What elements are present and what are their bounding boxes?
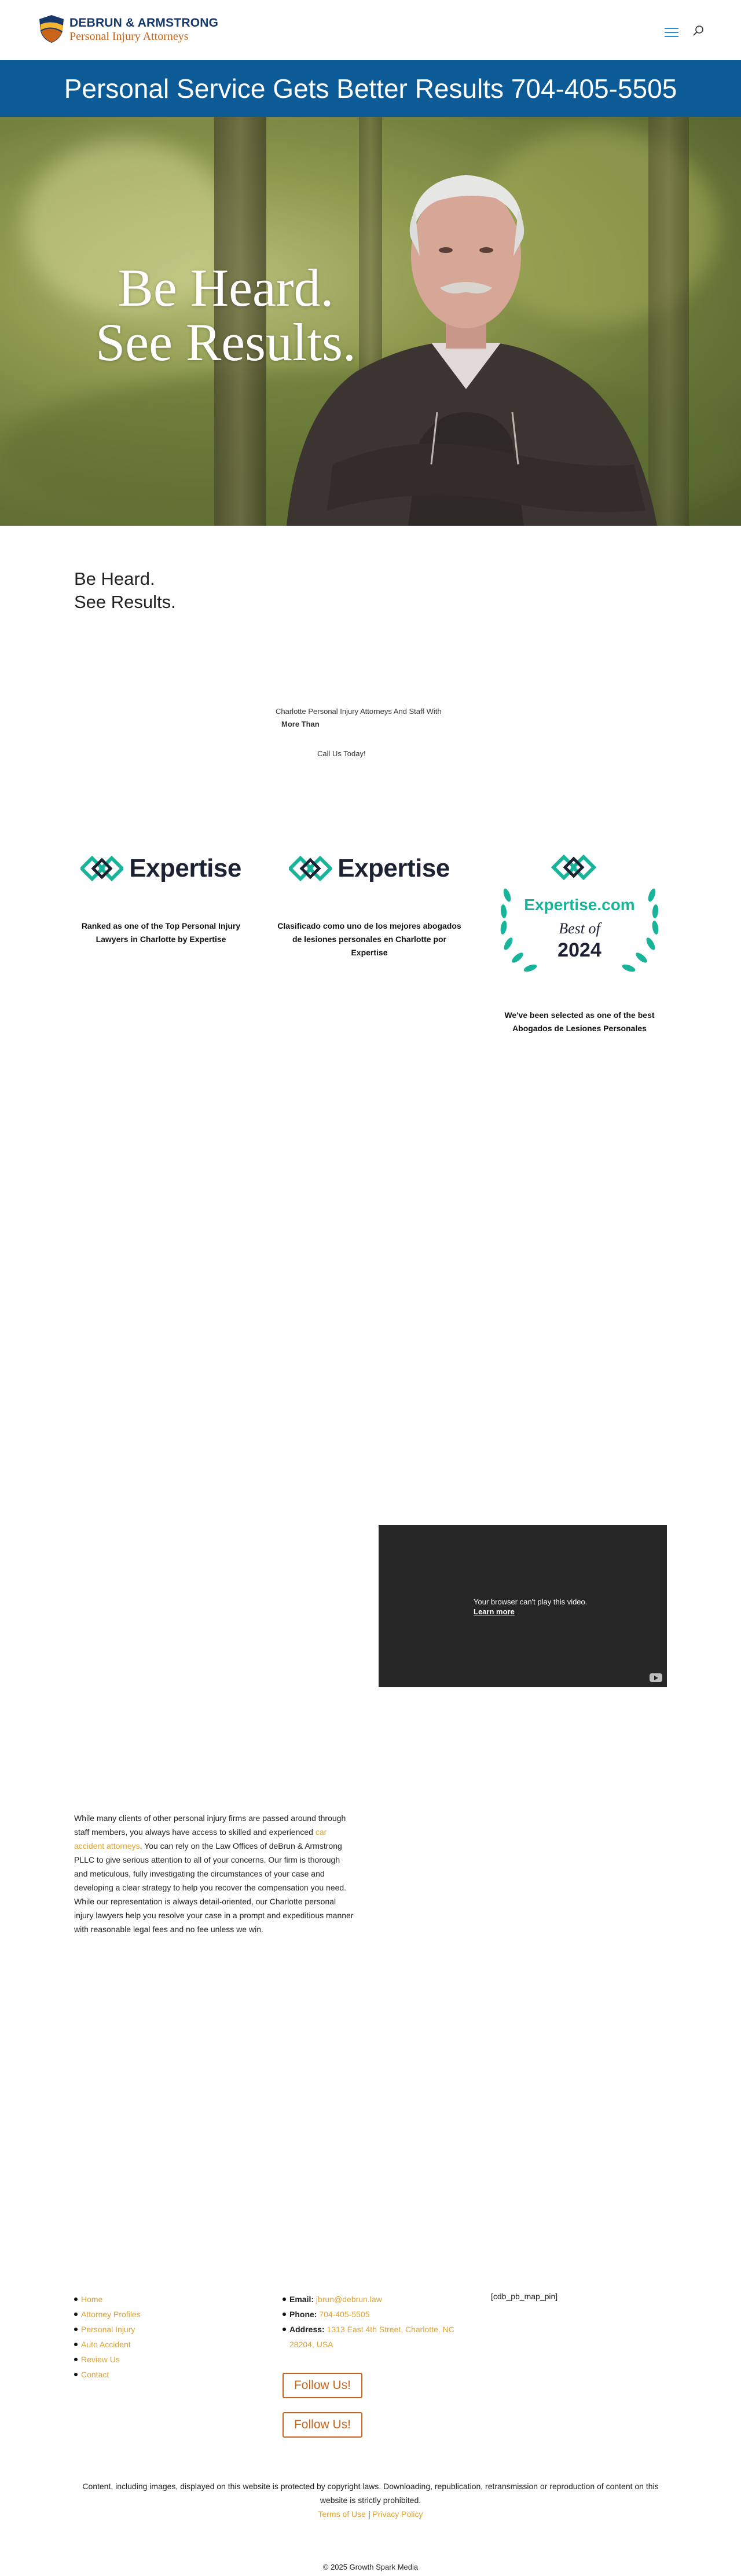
expertise-diamond-icon [80, 855, 123, 882]
intro-heading-line1: Be Heard. [74, 569, 155, 589]
firm-description-part1: While many clients of other personal injury firms are passed around through staff members, you always have access to skilled and experienced [74, 1813, 346, 1837]
badge-caption: Ranked as one of the Top Personal Injury Lawyers in Charlotte by Expertise [81, 921, 241, 944]
phone-banner [0, 60, 741, 117]
car-accident-attorneys-link[interactable]: car accident attorneys [74, 1827, 327, 1851]
expertise-badge-spanish[interactable] [277, 851, 462, 959]
phone-label: Phone: [289, 2310, 317, 2319]
intro-heading-line2: See Results. [74, 592, 176, 612]
expertise-diamond-icon [289, 855, 332, 882]
map-shortcode: [cdb_pb_map_pin] [491, 2292, 558, 2301]
footer-link-contact[interactable]: Contact [81, 2367, 141, 2382]
copyright: © 2025 Growth Spark Media [322, 2563, 419, 2571]
expertise-logo [277, 851, 462, 886]
expertise-logo [68, 851, 254, 886]
youtube-icon[interactable] [650, 1673, 662, 1682]
award-best-of: Best of [559, 920, 600, 937]
call-us-text: Call Us Today! [317, 749, 366, 758]
intro-sub-text: Charlotte Personal Injury Attorneys And Staff With [276, 707, 442, 716]
footer-link-auto-accident[interactable]: Auto Accident [81, 2337, 141, 2352]
site-logo[interactable] [37, 13, 217, 45]
follow-us-button-secondary[interactable]: Follow Us! [283, 2412, 362, 2438]
footer-email [289, 2292, 469, 2307]
award-caption: We've been selected as one of the best Abogados de Lesiones Personales [504, 1010, 655, 1033]
expertise-wordmark: Expertise [338, 854, 450, 882]
legal-links [69, 2507, 672, 2521]
legal-notice [69, 2479, 672, 2521]
banner-text: Personal Service Gets Better Results 704-405-5505 [64, 74, 677, 104]
email-label: Email: [289, 2295, 314, 2304]
logo-firm-name: DEBRUN & ARMSTRONG [69, 16, 219, 30]
hamburger-menu-icon[interactable] [665, 28, 678, 38]
award-site-name: Expertise.com [524, 896, 635, 914]
intro-heading [74, 567, 176, 614]
footer-link-attorney-profiles[interactable]: Attorney Profiles [81, 2307, 141, 2322]
phone-link[interactable]: 704-405-5505 [319, 2310, 370, 2319]
legal-text: Content, including images, displayed on this website is protected by copyright laws. Downloading, republication, retransmission or reproduction of content on this website is strictly prohibited. [82, 2482, 659, 2505]
hero-section [0, 117, 741, 526]
footer-link-personal-injury[interactable]: Personal Injury [81, 2322, 141, 2337]
site-header [0, 0, 741, 60]
email-link[interactable]: jbrun@debrun.law [316, 2295, 382, 2304]
hero-title-line2: See Results. [96, 313, 356, 372]
footer-link-home[interactable]: Home [81, 2292, 141, 2307]
footer-link-review-us[interactable]: Review Us [81, 2352, 141, 2367]
best-of-award-badge[interactable] [496, 855, 663, 988]
legal-separator: | [368, 2509, 370, 2519]
video-player[interactable] [379, 1525, 667, 1687]
follow-us-button[interactable]: Follow Us! [283, 2373, 362, 2398]
terms-of-use-link[interactable]: Terms of Use [318, 2509, 366, 2519]
footer-address [289, 2322, 469, 2352]
logo-tagline: Personal Injury Attorneys [69, 30, 189, 43]
hero-title-line1: Be Heard. [118, 258, 334, 317]
intro-subtext [276, 705, 467, 731]
search-icon[interactable] [692, 24, 705, 37]
hero-title [81, 258, 370, 372]
footer-phone [289, 2307, 469, 2322]
video-learn-more-link[interactable]: Learn more [474, 1607, 515, 1616]
award-diamond-icon [553, 857, 594, 878]
video-error-text: Your browser can't play this video. [474, 1597, 588, 1606]
expertise-wordmark: Expertise [129, 854, 241, 882]
intro-sub-bold: More Than [281, 720, 320, 728]
address-label: Address: [289, 2325, 325, 2334]
expertise-badge-english[interactable] [68, 851, 254, 946]
privacy-policy-link[interactable]: Privacy Policy [372, 2509, 423, 2519]
firm-description-part2: . You can rely on the Law Offices of deBrun & Armstrong PLLC to give serious attention to all of your concerns. Our firm is thorough and meticulous, fully investigating the circumstances of your case and developing a clear strategy to help you recover the compensation you need. While our representation is always detail-oriented, our Charlotte personal injury lawyers help you resolve your case in a prompt and expeditious manner with reasonable legal fees and no fee unless we win. [74, 1841, 354, 1934]
award-year: 2024 [557, 939, 601, 961]
footer-contact [289, 2292, 469, 2352]
video-error-message [474, 1597, 587, 1617]
badge-caption: Clasificado como uno de los mejores abogados de lesiones personales en Charlotte por Expertise [277, 921, 461, 957]
firm-description [74, 1811, 355, 1936]
footer-nav [81, 2292, 141, 2382]
shield-logo-icon [37, 14, 66, 44]
address-link[interactable]: 1313 East 4th Street, Charlotte, NC 28204, USA [289, 2325, 454, 2349]
